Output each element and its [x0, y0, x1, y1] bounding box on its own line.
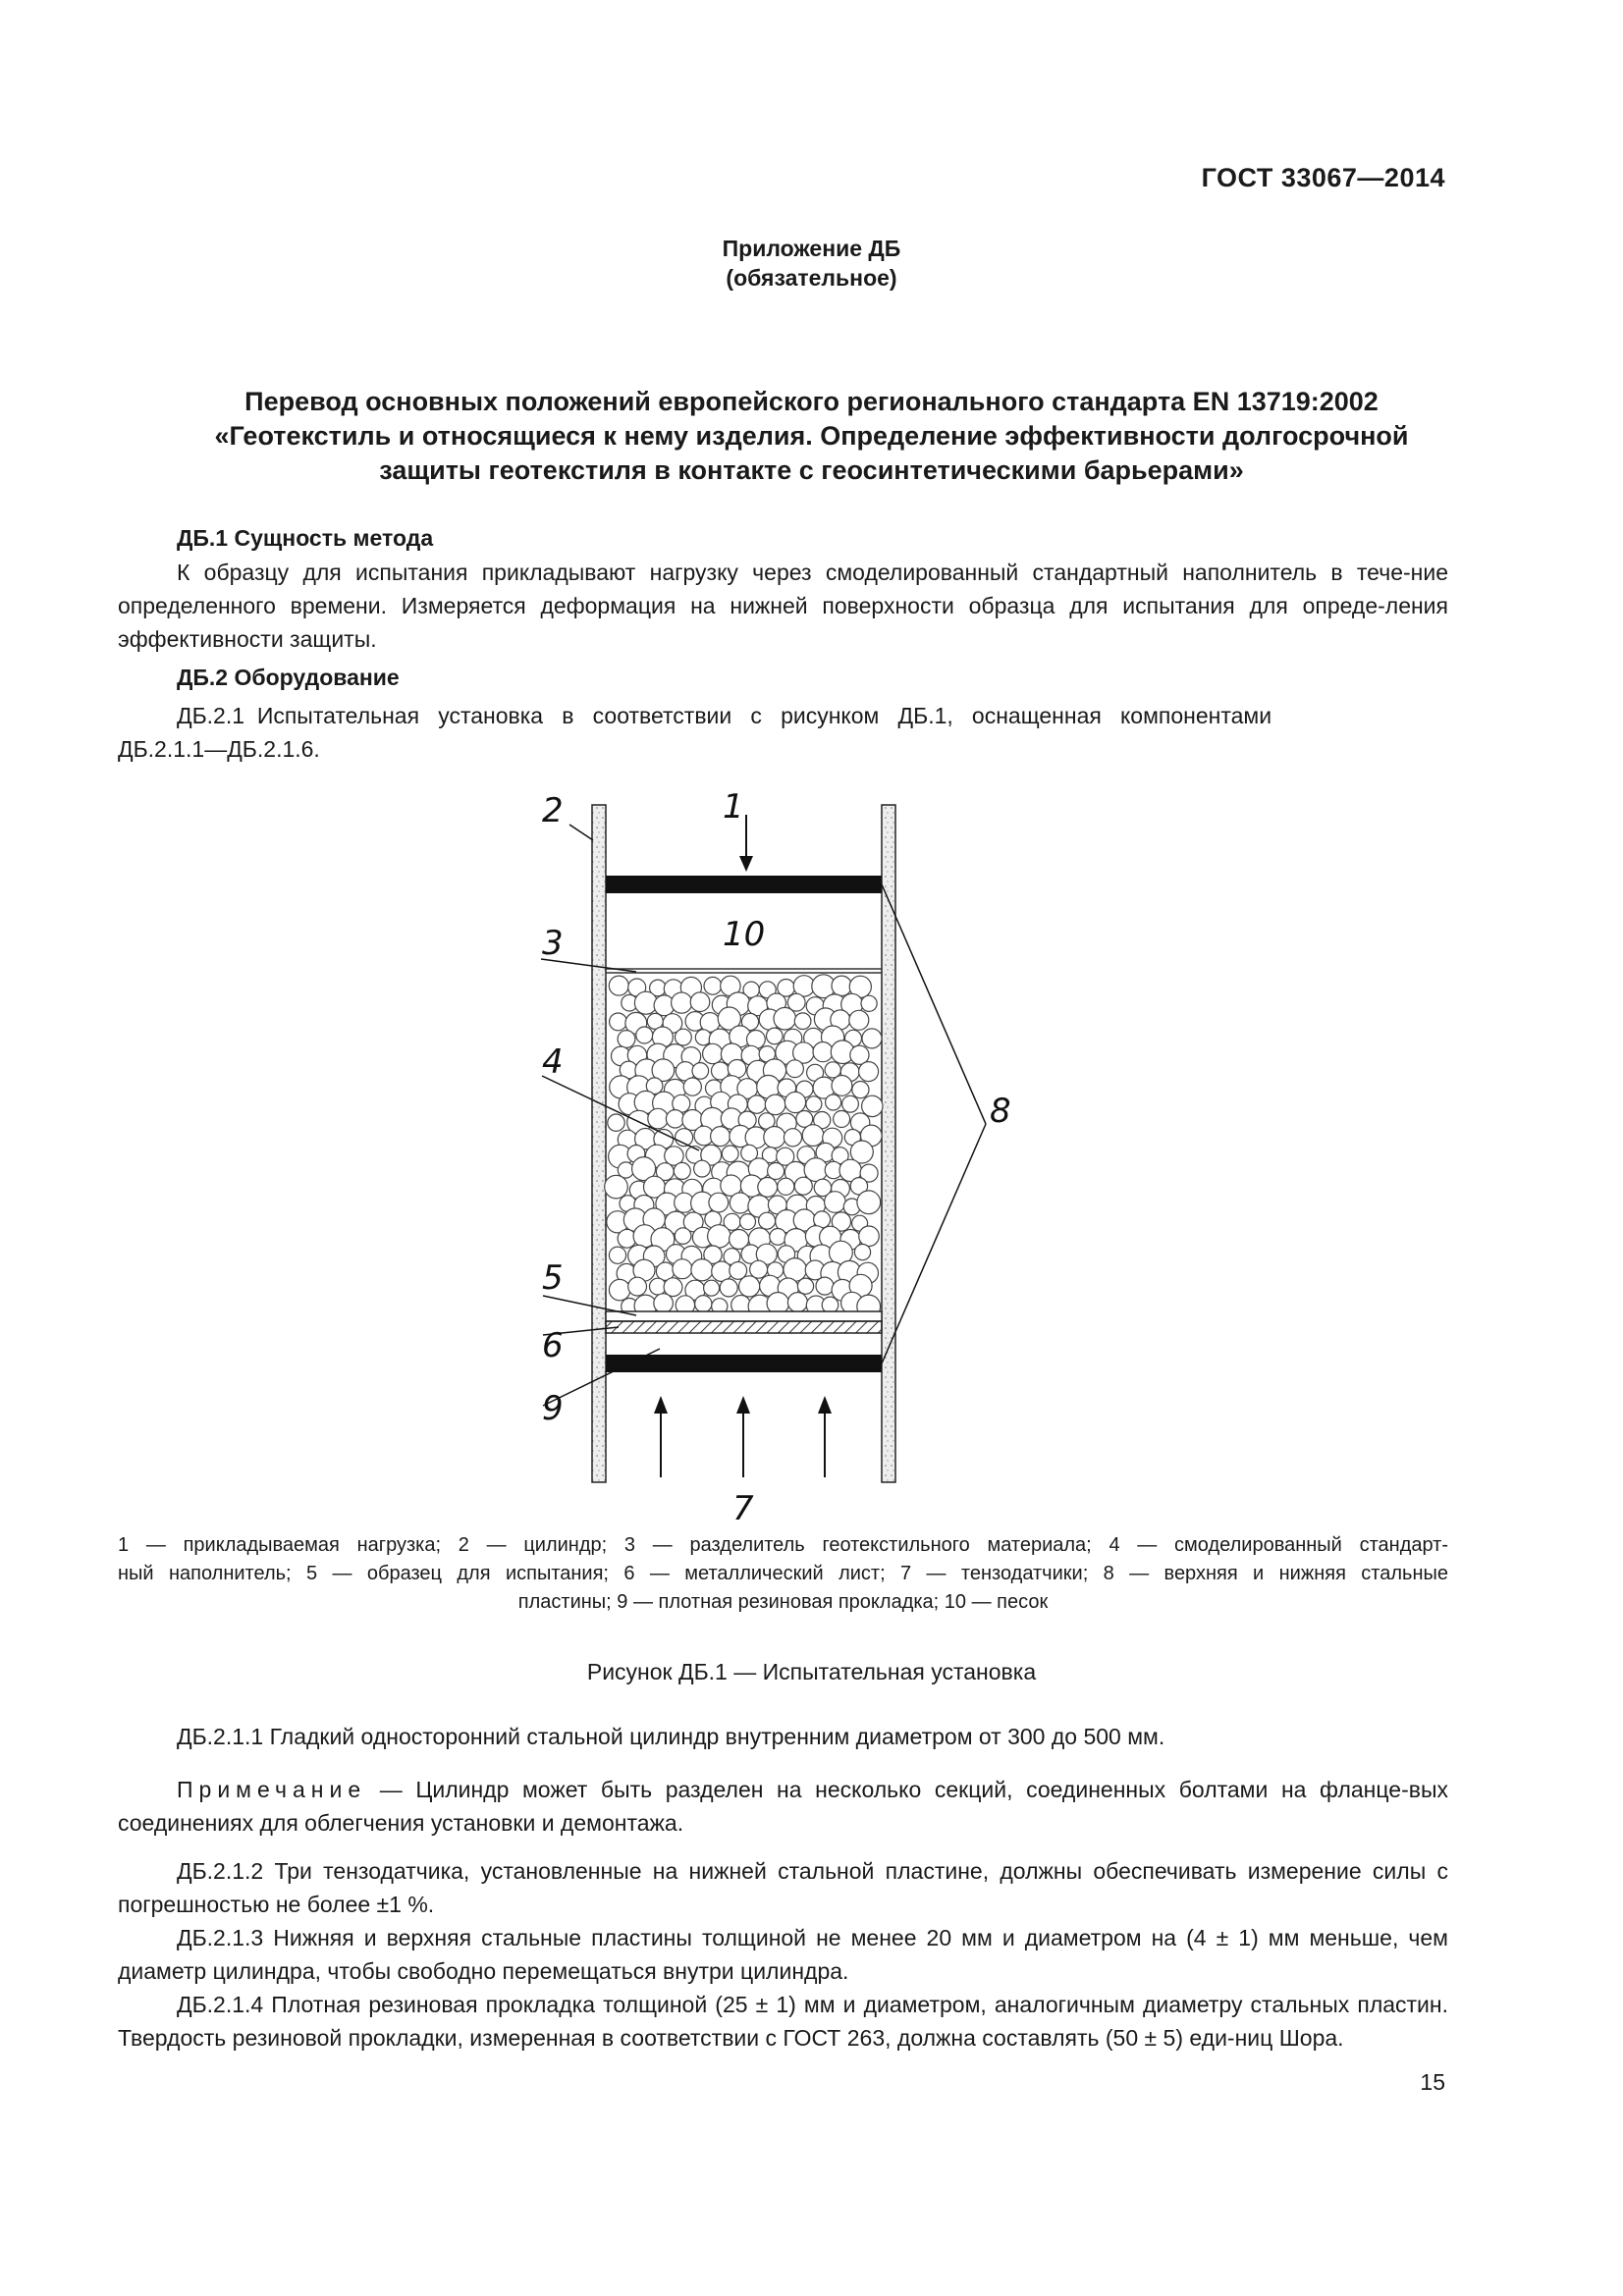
filler-ball — [861, 995, 877, 1011]
filler-ball — [822, 1297, 839, 1313]
note — [118, 1773, 1448, 1840]
note-label: Примечание — [177, 1777, 367, 1802]
section-2-1-line-1: ДБ.2.1 Испытательная установка в соответствии с рисунком ДБ.1, оснащенная компонентами — [177, 703, 1272, 728]
filler-ball — [609, 1279, 629, 1300]
filler-ball — [654, 1294, 674, 1313]
filler-ball — [854, 1245, 870, 1260]
filler-ball — [605, 1175, 628, 1199]
title-line-2: «Геотекстиль и относящиеся к нему изделия. Определение эффективности долгосрочной — [214, 421, 1409, 451]
cylinder-wall-right — [882, 805, 895, 1482]
filler-ball — [618, 1031, 635, 1048]
filler-ball — [675, 1228, 691, 1245]
section-2-heading: ДБ.2 Оборудование — [177, 665, 400, 690]
filler-ball — [636, 1027, 653, 1043]
figure-label-2: 2 — [542, 791, 564, 830]
metal-sheet — [606, 1321, 882, 1333]
filler-ball — [852, 1082, 869, 1098]
filler-ball — [709, 1193, 729, 1212]
standard-number: ГОСТ 33067—2014 — [1201, 163, 1445, 192]
filler-ball — [778, 1178, 794, 1195]
filler-ball — [859, 1062, 879, 1082]
filler-ball — [832, 976, 851, 995]
filler-ball — [784, 1129, 801, 1147]
figure-label-7: 7 — [732, 1489, 754, 1528]
filler-ball — [759, 1212, 776, 1229]
filler-ball — [862, 1029, 882, 1048]
filler-ball — [672, 992, 692, 1013]
filler-ball — [816, 1277, 834, 1295]
filler-ball — [695, 1296, 712, 1312]
figure-label-1: 1 — [723, 787, 744, 827]
filler-ball — [857, 1191, 881, 1214]
filler-ball — [711, 1127, 730, 1147]
figure-label-10: 10 — [723, 915, 766, 954]
filler-ball — [610, 1013, 627, 1031]
filler-ball — [609, 976, 628, 995]
filler-ball — [722, 1146, 738, 1162]
filler-ball — [690, 992, 710, 1012]
filler-ball — [767, 1028, 784, 1044]
section-1-heading: ДБ.1 Сущность метода — [177, 525, 434, 551]
leader-2 — [569, 825, 593, 840]
figure-caption: Рисунок ДБ.1 — Испытательная установка — [586, 1659, 1037, 1684]
filler-ball — [666, 1110, 683, 1128]
filler-ball — [784, 1092, 805, 1112]
filler-ball — [787, 1293, 807, 1312]
filler-ball — [825, 1192, 846, 1213]
lower-steel-plate — [606, 1355, 882, 1372]
legend-line-1: 1 — прикладываемая нагрузка; 2 — цилиндр; 3 — разделитель геотекстильного материала; 4 — смоделированный стандарт- — [118, 1534, 1448, 1556]
section-1-text: К образцу для испытания прикладывают нагрузку через смоделированный стандартный наполнитель в тече-ние определенного времени. Измеряется деформация на нижней поверхности образца для испытания для опреде-ления эффективности защиты. — [118, 560, 1448, 652]
simulated-filler — [605, 975, 883, 1318]
filler-ball — [849, 1010, 869, 1030]
filler-ball — [608, 1114, 624, 1131]
filler-ball — [794, 1177, 812, 1195]
filler-ball — [802, 1125, 824, 1147]
filler-ball — [703, 1043, 723, 1063]
filler-ball — [768, 1163, 784, 1180]
legend-line-2: ный наполнитель; 5 — образец для испытания; 6 — металлический лист; 7 — тензодатчики; 8 — верхняя и нижняя стальные — [118, 1563, 1448, 1584]
filler-ball — [770, 1229, 786, 1246]
filler-ball — [832, 1076, 852, 1096]
figure-label-9: 9 — [542, 1389, 564, 1428]
filler-ball — [628, 1277, 647, 1296]
figure-label-8: 8 — [990, 1092, 1011, 1131]
filler-ball — [739, 1276, 760, 1297]
note-text: — Цилиндр может быть разделен на несколько секций, соединенных болтами на фланце-вых соединениях для облегчения установки и демонтажа. — [118, 1777, 1448, 1836]
filler-ball — [748, 1095, 766, 1113]
test-specimen — [606, 1311, 882, 1321]
title-line-1: Перевод основных положений европейского регионального стандарта EN 13719:2002 — [244, 387, 1379, 416]
annex-status: (обязательное) — [726, 265, 897, 291]
figure-label-4: 4 — [542, 1042, 564, 1082]
filler-ball — [859, 1226, 880, 1247]
filler-ball — [704, 1280, 720, 1296]
filler-ball — [750, 1260, 768, 1278]
title-line-3: защиты геотекстиля в контакте с геосинтетическими барьерами» — [379, 455, 1244, 485]
leader-8-bottom — [882, 1124, 986, 1363]
figure-label-6: 6 — [542, 1326, 564, 1365]
filler-ball — [740, 1214, 756, 1230]
filler-ball — [786, 1060, 804, 1078]
item-2-1-2: ДБ.2.1.2 Три тензодатчика, установленные на нижней стальной пластине, должны обеспечивать измерение силы с погрешностью не более ±1 %. — [118, 1858, 1448, 1917]
upper-steel-plate — [606, 876, 882, 893]
filler-ball — [674, 1162, 690, 1179]
filler-ball — [758, 1178, 778, 1198]
filler-ball — [764, 1127, 785, 1148]
filler-ball — [842, 1095, 859, 1112]
filler-ball — [765, 1095, 785, 1115]
filler-ball — [648, 1108, 669, 1129]
filler-ball — [730, 1193, 750, 1213]
filler-ball — [797, 1278, 813, 1294]
figure-legend — [118, 1531, 1448, 1617]
filler-ball — [704, 977, 722, 994]
filler-ball — [794, 1013, 811, 1030]
page-number: 15 — [1420, 2069, 1445, 2095]
filler-ball — [826, 1095, 841, 1110]
item-2-1-4: ДБ.2.1.4 Плотная резиновая прокладка толщиной (25 ± 1) мм и диаметром, аналогичным диаметру стальных пластин. Твердость резиновой прокладки, измеренная в соответствии с ГОСТ 263, должна составлять (50 ± 5) еди-ниц Шора. — [118, 1992, 1448, 2051]
filler-ball — [694, 1160, 711, 1177]
filler-ball — [676, 1029, 692, 1045]
annex-title: Приложение ДБ — [722, 236, 901, 261]
filler-ball — [673, 1259, 692, 1279]
filler-ball — [708, 1225, 730, 1248]
filler-ball — [691, 1259, 713, 1281]
legend-line-3: пластины; 9 — плотная резиновая прокладка; 10 — песок — [517, 1591, 1049, 1613]
figure-label-5: 5 — [542, 1258, 564, 1298]
filler-ball — [806, 1096, 822, 1112]
filler-ball — [774, 1007, 796, 1030]
filler-ball — [692, 1063, 709, 1080]
filler-ball — [609, 1247, 625, 1263]
figure-label-3: 3 — [542, 924, 564, 963]
filler-ball — [720, 1279, 737, 1297]
leader-8-top — [882, 884, 986, 1124]
filler-ball — [862, 1095, 883, 1116]
filler-ball — [834, 1111, 850, 1128]
item-2-1-1: ДБ.2.1.1 Гладкий односторонний стальной цилиндр внутренним диаметром от 300 до 500 мм. — [177, 1724, 1165, 1749]
section-2-1-line-2: ДБ.2.1.1—ДБ.2.1.6. — [118, 736, 320, 762]
filler-ball — [683, 1078, 701, 1095]
filler-ball — [813, 1042, 833, 1062]
item-2-1-3: ДБ.2.1.3 Нижняя и верхняя стальные пластины толщиной не менее 20 мм и диаметром на (4 ± 1) мм меньше, чем диаметр цилиндра, чтобы свободно перемещаться внутри цилиндра. — [118, 1925, 1448, 1984]
